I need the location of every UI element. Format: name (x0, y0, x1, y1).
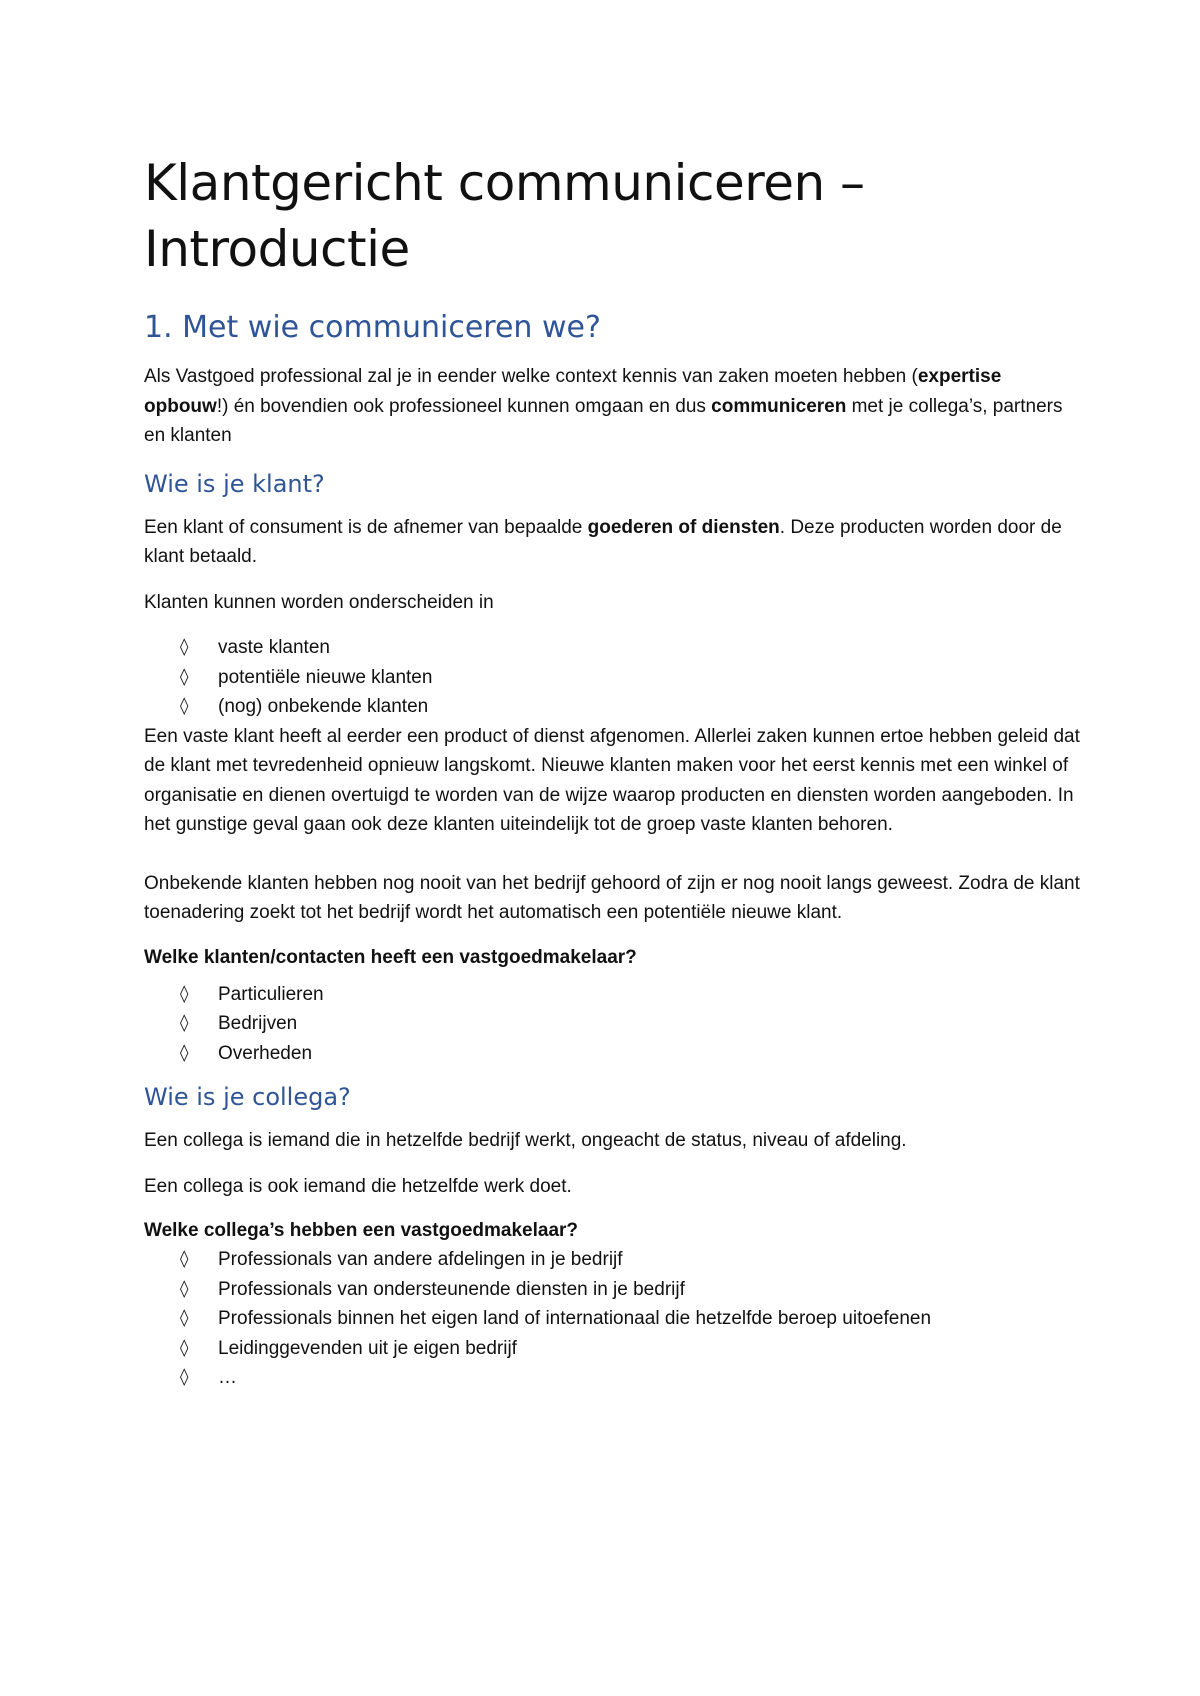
intro-bold-communiceren: communiceren (711, 395, 847, 417)
diamond-bullet-icon: ◊ (180, 1013, 189, 1033)
diamond-bullet-icon: ◊ (180, 1308, 189, 1328)
heading-wie-is-je-klant: Wie is je klant? (144, 469, 325, 498)
list-item (144, 1275, 1080, 1305)
diamond-bullet-icon: ◊ (180, 1367, 189, 1387)
diamond-bullet-icon: ◊ (180, 983, 189, 1004)
list-item (144, 633, 1080, 663)
list-item-text: … (218, 1367, 237, 1388)
list-item-text: Leidinggevenden uit je eigen bedrijf (218, 1337, 517, 1359)
list-item (144, 980, 1080, 1010)
collega-definition-1: Een collega is iemand die in hetzelfde bedrijf werkt, ongeacht de status, niveau of afdeling. (144, 1130, 907, 1151)
klant-def-bold: goederen of diensten (587, 516, 780, 538)
list-item-text: vaste klanten (218, 637, 330, 658)
klant-types-intro: Klanten kunnen worden onderscheiden in (144, 591, 494, 613)
diamond-bullet-icon: ◊ (180, 1278, 189, 1299)
intro-text-3: met je collega’s, partners en klanten (144, 395, 1063, 446)
list-item (144, 663, 1080, 693)
klant-definition (144, 513, 1080, 572)
paragraph-vaste-klant: Een vaste klant heeft al eerder een product of dienst afgenomen. Allerlei zaken kunnen ertoe hebben geleid dat de klant met tevredenheid opnieuw langskomt. Nieuwe klanten maken voor het eerst kennis met een winkel of organisatie en dienen overtuigd te worden van de wijze waarop producten en diensten worden aangeboden. In het gunstige geval gaan ook deze klanten uiteindelijk tot de groep vaste klanten behoren. (144, 725, 1080, 835)
document-title: Klantgericht communiceren – Introductie (144, 154, 865, 278)
diamond-bullet-icon: ◊ (180, 1337, 189, 1358)
contacts-list (144, 980, 1080, 1069)
list-item-text: Overheden (218, 1042, 313, 1064)
section-heading-met-wie: 1. Met wie communiceren we? (144, 310, 601, 345)
intro-paragraph (144, 362, 1080, 451)
paragraph-onbekende-klanten: Onbekende klanten hebben nog nooit van het bedrijf gehoord of zijn er nog nooit langs geweest. Zodra de klant toenadering zoekt tot het bedrijf wordt het automatisch een potentiële nieuwe klant. (144, 872, 1080, 923)
list-item-text: potentiële nieuwe klanten (218, 666, 433, 688)
intro-text-1: Als Vastgoed professional zal je in eender welke context kennis van zaken moeten hebben ( (144, 366, 918, 387)
klant-def-text-1: Een klant of consument is de afnemer van bepaalde (144, 516, 588, 538)
list-item-text: Professionals van andere afdelingen in je bedrijf (218, 1249, 623, 1270)
klant-def-text-2: . Deze producten worden door de klant betaald. (144, 516, 1062, 567)
diamond-bullet-icon: ◊ (180, 1042, 189, 1063)
collega-list (144, 1245, 1080, 1393)
collega-definition-2: Een collega is ook iemand die hetzelfde werk doet. (144, 1175, 572, 1197)
list-item (144, 1245, 1080, 1275)
klant-types-list (144, 633, 1080, 722)
heading-wie-is-je-collega: Wie is je collega? (144, 1083, 351, 1111)
list-item-text: Bedrijven (218, 1013, 298, 1034)
list-item (144, 1363, 1080, 1393)
intro-bold-expertise: expertise opbouw (144, 366, 1002, 417)
heading-collegas: Welke collega’s hebben een vastgoedmakelaar? (144, 1220, 579, 1241)
list-item-text: (nog) onbekende klanten (218, 696, 429, 717)
list-item-text: Professionals van ondersteunende diensten in je bedrijf (218, 1278, 685, 1300)
diamond-bullet-icon: ◊ (180, 696, 189, 716)
list-item (144, 692, 1080, 722)
diamond-bullet-icon: ◊ (180, 637, 189, 657)
list-item-text: Professionals binnen het eigen land of internationaal die hetzelfde beroep uitoefenen (218, 1308, 932, 1329)
list-item (144, 1334, 1080, 1364)
intro-text-2: !) én bovendien ook professioneel kunnen omgaan en dus (216, 395, 712, 417)
heading-klanten-contacten: Welke klanten/contacten heeft een vastgoedmakelaar? (144, 946, 637, 968)
list-item-text: Particulieren (218, 983, 324, 1005)
list-item (144, 1304, 1080, 1334)
diamond-bullet-icon: ◊ (180, 666, 189, 687)
diamond-bullet-icon: ◊ (180, 1249, 189, 1269)
list-item (144, 1009, 1080, 1039)
list-item (144, 1039, 1080, 1069)
